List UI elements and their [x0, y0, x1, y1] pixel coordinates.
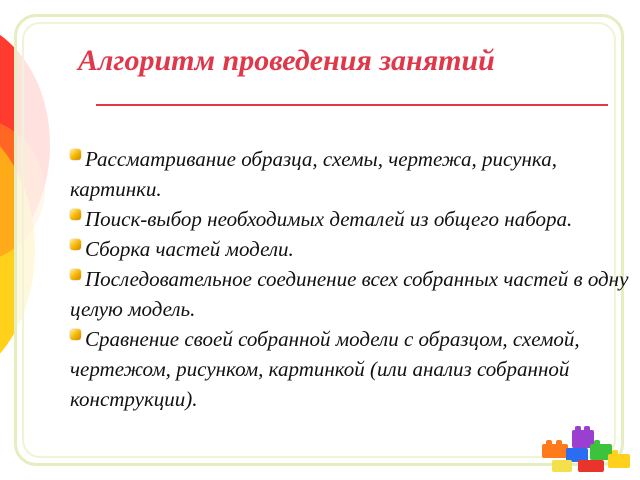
gold-bullet-icon — [70, 209, 81, 220]
bullet-list — [70, 144, 632, 414]
list-item-text: Сборка частей модели. — [85, 237, 294, 261]
list-item — [70, 204, 632, 234]
toy-bricks-icon — [538, 420, 638, 478]
gold-bullet-icon — [70, 269, 81, 280]
list-item — [70, 264, 632, 324]
list-item-text: Рассматривание образца, схемы, чертежа, рисунка, картинки. — [70, 147, 557, 201]
list-item-text: Сравнение своей собранной модели с образцом, схемой, чертежом, рисунком, картинкой (или анализ собранной конструкции). — [70, 327, 580, 411]
slide-title: Алгоритм проведения занятий — [78, 44, 495, 77]
list-item-text: Поиск-выбор необходимых деталей из общего набора. — [85, 207, 573, 231]
title-underline — [96, 104, 608, 106]
list-item — [70, 144, 632, 204]
gold-bullet-icon — [70, 239, 81, 250]
list-item-text: Последовательное соединение всех собранных частей в одну целую модель. — [70, 267, 629, 321]
gold-bullet-icon — [70, 329, 81, 340]
list-item — [70, 234, 632, 264]
gold-bullet-icon — [70, 149, 81, 160]
list-item — [70, 324, 632, 414]
